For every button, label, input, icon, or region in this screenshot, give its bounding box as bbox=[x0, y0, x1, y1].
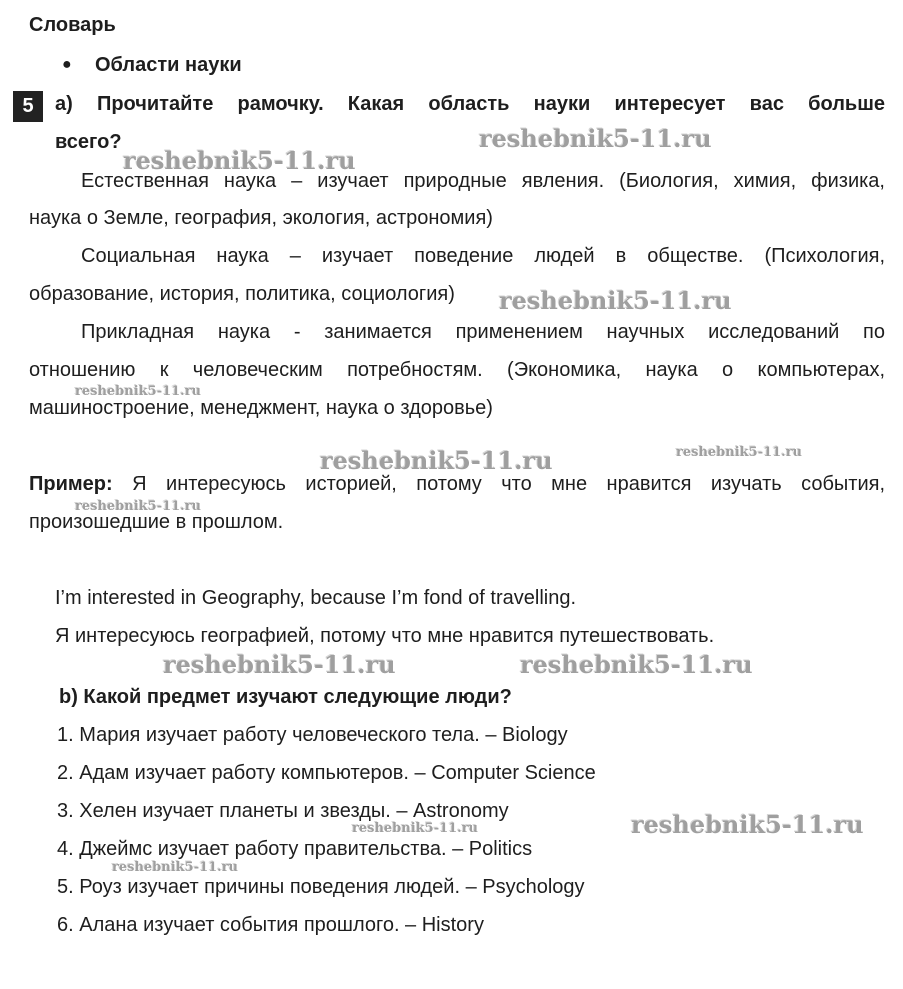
watermark: reshebnik5-11.ru bbox=[520, 650, 753, 679]
watermark: reshebnik5-11.ru bbox=[676, 445, 803, 460]
watermark: reshebnik5-11.ru bbox=[112, 860, 239, 875]
example-line1 bbox=[29, 473, 885, 496]
list-item: 2. Адам изучает работу компьютеров. – Computer Science bbox=[57, 762, 596, 784]
answer-russian: Я интересуюсь географией, потому что мне нравится путешествовать. bbox=[55, 625, 715, 647]
exercise-number-badge: 5 bbox=[13, 91, 43, 122]
part-b-question: b) Какой предмет изучают следующие люди? bbox=[59, 686, 512, 708]
watermark: reshebnik5-11.ru bbox=[163, 650, 396, 679]
applied-science-line2: отношению к человеческим потребностям. (Экономика, наука о компьютерах, bbox=[29, 359, 885, 381]
example-label: Пример: bbox=[29, 473, 113, 495]
part-a-question-line1: a) Прочитайте рамочку. Какая область науки интересует вас больше bbox=[55, 93, 885, 115]
watermark: reshebnik5-11.ru bbox=[499, 286, 732, 315]
list-item: 4. Джеймс изучает работу правительства. – Politics bbox=[57, 838, 533, 860]
watermark: reshebnik5-11.ru bbox=[352, 821, 479, 836]
watermark: reshebnik5-11.ru bbox=[320, 446, 553, 475]
list-item: 5. Роуз изучает причины поведения людей. – Psychology bbox=[57, 876, 585, 898]
watermark: reshebnik5-11.ru bbox=[75, 384, 202, 399]
natural-science-line2: наука о Земле, география, экология, астрономия) bbox=[29, 207, 493, 229]
part-a-question-line2: всего? bbox=[55, 131, 122, 153]
watermark: reshebnik5-11.ru bbox=[75, 499, 202, 514]
example-line2: произошедшие в прошлом. bbox=[29, 511, 284, 533]
bullet-icon: ● bbox=[62, 56, 72, 73]
topic-title: Области науки bbox=[95, 54, 242, 76]
vocab-title: Словарь bbox=[29, 14, 116, 36]
social-science-line2: образование, история, политика, социология) bbox=[29, 283, 455, 305]
watermark: reshebnik5-11.ru bbox=[479, 124, 712, 153]
list-item: 6. Алана изучает события прошлого. – History bbox=[57, 914, 484, 936]
list-item: 3. Хелен изучает планеты и звезды. – Astronomy bbox=[57, 800, 509, 822]
watermark: reshebnik5-11.ru bbox=[631, 810, 864, 839]
natural-science-line1: Естественная наука – изучает природные явления. (Биология, химия, физика, bbox=[81, 170, 885, 192]
example-text: Я интересуюсь историей, потому что мне нравится изучать события, bbox=[112, 473, 885, 495]
watermark: reshebnik5-11.ru bbox=[123, 146, 356, 175]
answer-english: I’m interested in Geography, because I’m fond of travelling. bbox=[55, 587, 577, 609]
list-item: 1. Мария изучает работу человеческого тела. – Biology bbox=[57, 724, 568, 746]
applied-science-line3: машиностроение, менеджмент, наука о здоровье) bbox=[29, 397, 493, 419]
social-science-line1: Социальная наука – изучает поведение людей в обществе. (Психология, bbox=[81, 245, 885, 267]
applied-science-line1: Прикладная наука - занимается применением научных исследований по bbox=[81, 321, 885, 343]
